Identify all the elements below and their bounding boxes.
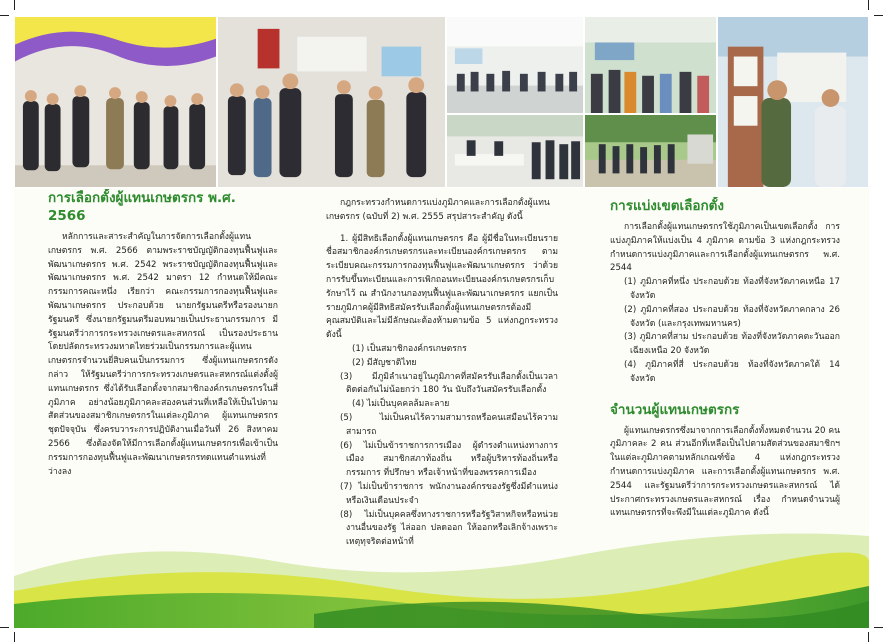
qualification-item: (8) ไม่เป็นบุคคลซึ่งทางราชการหรือรัฐวิสาหกิจหรือหน่วยงานอื่นของรัฐ ไล่ออก ปลดออก ให้ออกหรือเลิกจ้างเพราะเหตุทุจริตต่อหน้าที่ — [340, 509, 558, 548]
section-title-election: การเลือกตั้งผู้แทนเกษตรกร พ.ศ. 2566 — [48, 190, 236, 224]
section-body-election: หลักการและสาระสำคัญในการจัดการเลือกตั้งผู้แทนเกษตรกร พ.ศ. 2566 ตามพระราชบัญญัติกองทุนฟื้นฟูและพัฒนาเกษตรกร พ.ศ. 2542 พระราชบัญญัติกองทุนฟื้นฟูและพัฒนาเกษตรกร พ.ศ. 2542 มาตรา 12 กำหนดให้มีคณะกรรมการคณะหนึ่ง เรียกว่า คณะกรรมการกองทุนฟื้นฟูและพัฒนาเกษตรกร ประกอบด้วย นายกรัฐมนตรีหรือรองนายกรัฐมนตรี ซึ่งนายกรัฐมนตรีมอบหมายเป็นประธานกรรมการ มีรัฐมนตรีว่าการกระทรวงเกษตรและสหกรณ์ เป็นรองประธาน โดยปลัดกระทรวงมหาดไทยร่วมเป็นกรรมการและผู้แทนเกษตรกรจำนวนยี่สิบคนเป็นกรรมการ ซึ่งผู้แทนเกษตรกรดังกล่าว ให้รัฐมนตรีว่าการกระทรวงเกษตรและสหกรณ์แต่งตั้งผู้แทนเกษตรกร ซึ่งได้รับเลือกตั้งจากสมาชิกองค์กรเกษตรกรในสี่ภูมิภาค อย่างน้อยภูมิภาคละสองคนส่วนที่เหลือให้เป็นไปตามสัดส่วนของสมาชิกเกษตรกรในแต่ละภูมิภาค ผู้แทนเกษตรกรชุดปัจจุบัน ซึ่งครบวาระการปฏิบัติงานเมื่อวันที่ 26 สิงหาคม 2566 ซึ่งต้องจัดให้มีการเลือกตั้งผู้แทนเกษตรกรเพื่อเข้าเป็นกรรมการกองทุนฟื้นฟูและพัฒนาเกษตรกรทดแทนตำแหน่งที่ว่างลง — [48, 232, 278, 477]
brochure-sheet — [14, 16, 869, 628]
crop-mark — [14, 632, 15, 642]
column-right — [610, 197, 840, 597]
crop-mark — [868, 632, 869, 642]
section-title-representatives: จำนวนผู้แทนเกษตรกร — [610, 401, 740, 418]
section-body-districts: การเลือกตั้งผู้แทนเกษตรกรใช้ภูมิภาคเป็นเขตเลือกตั้ง การแบ่งภูมิภาคให้แบ่งเป็น 4 ภูมิภาค ตามข้อ 3 แห่งกฎกระทรวง กำหนดการแบ่งภูมิภาคและการเลือกตั้งผู้แทนเกษตรกร พ.ศ. 2544 — [610, 222, 840, 274]
qualification-item: (3) มีภูมิลำเนาอยู่ในภูมิภาคที่สมัครรับเลือกตั้งเป็นเวลาติดต่อกันไม่น้อยกว่า 180 วัน นับถึงวันสมัครรับเลือกตั้ง — [340, 371, 558, 396]
region-item: (2) ภูมิภาคที่สอง ประกอบด้วย ท้องที่จังหวัดภาคกลาง 26 จังหวัด (และกรุงเทพมหานคร) — [624, 304, 840, 329]
crop-mark — [14, 0, 15, 10]
crop-mark — [0, 627, 9, 628]
qualification-item: (5) ไม่เป็นคนไร้ความสามารถหรือคนเสมือนไร้ความสามารถ — [340, 412, 558, 437]
eligibility-point-1: 1. ผู้มีสิทธิเลือกตั้งผู้แทนเกษตรกร คือ ผู้มีชื่อในทะเบียนรายชื่อสมาชิกองค์กรเกษตรกรและทะเบียนองค์กรเกษตรกร ตามระเบียบคณะกรรมการกองทุนฟื้นฟูและพัฒนาเกษตรกร ว่าด้วยการรับขึ้นทะเบียนและการเพิกถอนทะเบียนองค์กรเกษตรกรเก็บรักษาไว้ ณ สำนักงานกองทุนฟื้นฟูและพัฒนาเกษตรกร แยกเป็นรายภูมิภาคผู้มีสิทธิสมัครรับเลือกตั้งผู้แทนเกษตรกรต้องมีคุณสมบัติและไม่มีลักษณะต้องห้ามตามข้อ 5 แห่งกฎกระทรวง ดังนี้ — [326, 233, 558, 341]
qualification-item: (6) ไม่เป็นข้าราชการการเมือง ผู้ดำรงตำแหน่งทางการเมือง สมาชิกสภาท้องถิ่น หรือผู้บริหารท้องถิ่นหรือกรรมการ ที่ปรึกษา หรือเจ้าหน้าที่ของพรรคการเมือง — [340, 440, 558, 479]
qualification-item: (7) ไม่เป็นข้าราชการ พนักงานองค์กรของรัฐซึ่งมีตำแหน่งหรือเงินเดือนประจำ — [340, 481, 558, 506]
region-item: (1) ภูมิภาคที่หนึ่ง ประกอบด้วย ท้องที่จังหวัดภาคเหนือ 17 จังหวัด — [624, 277, 840, 301]
regulation-intro: กฎกระทรวงกำหนดการแบ่งภูมิภาคและการเลือกตั้งผู้แทนเกษตรกร (ฉบับที่ 2) พ.ศ. 2555 สรุปสาระสำคัญ ดังนี้ — [326, 198, 550, 222]
crop-mark — [868, 0, 869, 10]
region-item: (3) ภูมิภาคที่สาม ประกอบด้วย ท้องที่จังหวัดภาคตะวันออกเฉียงเหนือ 20 จังหวัด — [624, 332, 840, 357]
spacer — [610, 387, 840, 401]
crop-mark — [874, 15, 883, 16]
region-item: (4) ภูมิภาคที่สี่ ประกอบด้วย ท้องที่จังหวัดภาคใต้ 14 จังหวัด — [624, 359, 840, 384]
column-left — [48, 189, 278, 589]
section-title-districts: การแบ่งเขตเลือกตั้ง — [610, 198, 725, 214]
spacer — [326, 225, 558, 233]
section-body-representatives: ผู้แทนเกษตรกรซึ่งมาจากการเลือกตั้งทั้งหมดจำนวน 20 คน ภูมิภาคละ 2 คน ส่วนอีกที่เหลือเป็นไปตามสัดส่วนของสมาชิกฯ ในแต่ละภูมิภาคตามหลักเกณฑ์ข้อ 4 แห่งกฎกระทรวงกำหนดการแบ่งภูมิภาค และการเลือกตั้งผู้แทนเกษตรกร พ.ศ. 2544 และรัฐมนตรีว่าการกระทรวงเกษตรและสหกรณ์ ได้ประกาศกระทรวงเกษตรและสหกรณ์ เรื่อง กำหนดจำนวนผู้แทนเกษตรกรที่จะพึงมีในแต่ละภูมิภาค ดังนี้ — [610, 425, 840, 519]
column-middle — [326, 197, 558, 597]
qualification-item: (4) ไม่เป็นบุคคลล้มละลาย — [352, 399, 450, 410]
crop-mark — [0, 15, 9, 16]
qualification-item: (2) มีสัญชาติไทย — [352, 357, 417, 368]
qualification-item: (1) เป็นสมาชิกองค์กรเกษตรกร — [352, 343, 467, 354]
crop-mark — [874, 627, 883, 628]
